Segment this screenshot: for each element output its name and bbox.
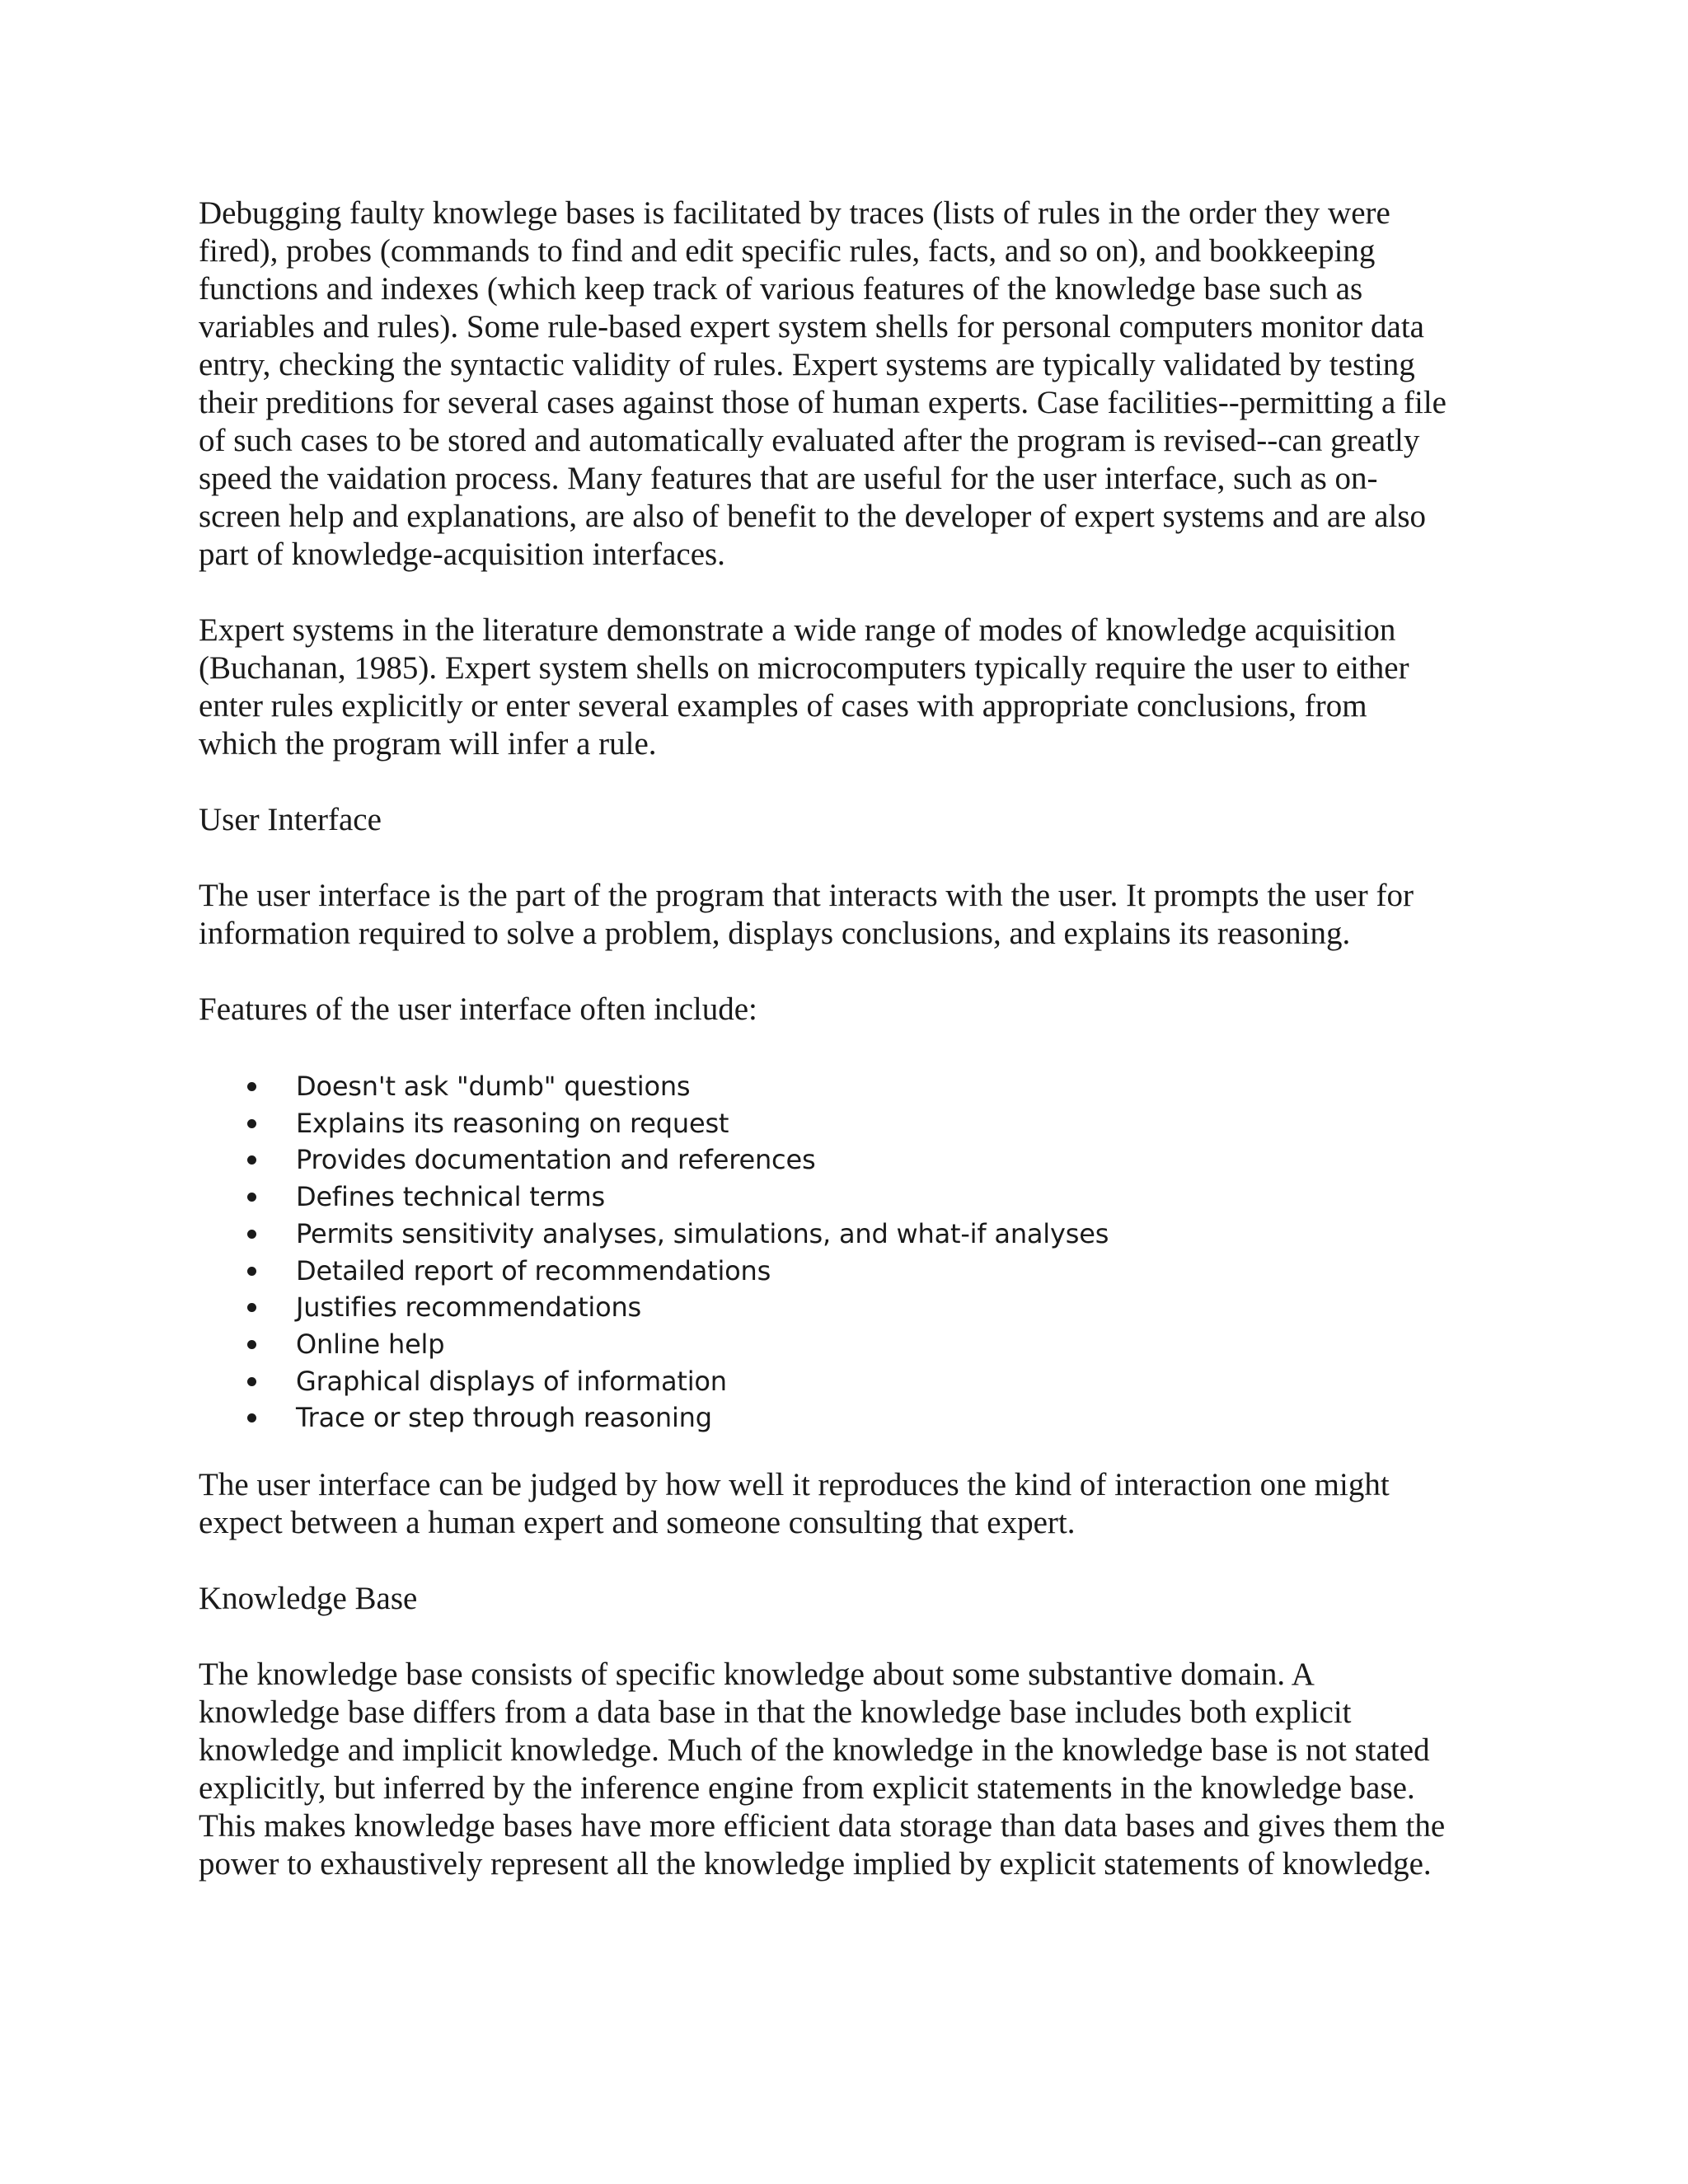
list-item-text: Provides documentation and references xyxy=(296,1144,816,1176)
bullet-icon xyxy=(247,1155,256,1165)
list-item xyxy=(199,1399,1109,1436)
bullet-icon xyxy=(247,1193,256,1202)
heading-user-interface: User Interface xyxy=(199,802,382,837)
list-item-text: Permits sensitivity analyses, simulations, and what-if analyses xyxy=(296,1217,1109,1249)
list-item xyxy=(199,1216,1109,1253)
bullet-icon xyxy=(247,1413,256,1422)
list-item-text: Detailed report of recommendations xyxy=(296,1254,771,1286)
list-item xyxy=(199,1289,1109,1326)
paragraph-features-intro: Features of the user interface often include: xyxy=(199,991,757,1027)
list-item-text: Graphical displays of information xyxy=(296,1365,727,1397)
list-item xyxy=(199,1326,1109,1363)
bullet-icon xyxy=(247,1082,256,1091)
list-item-text: Doesn't ask "dumb" questions xyxy=(296,1071,691,1102)
list-item xyxy=(199,1105,1109,1142)
list-item xyxy=(199,1068,1109,1105)
list-item-text: Defines technical terms xyxy=(296,1181,605,1213)
bullet-icon xyxy=(247,1340,256,1349)
bullet-icon xyxy=(247,1377,256,1386)
bullet-icon xyxy=(247,1119,256,1128)
paragraph-user-interface-definition: The user interface is the part of the program that interacts with the user. It prompts the user for information required to solve a problem, displays conclusions, and explains its reasoning. xyxy=(199,878,1414,951)
list-item-text: Online help xyxy=(296,1328,445,1360)
list-item-text: Trace or step through reasoning xyxy=(296,1402,712,1434)
paragraph-knowledge-base: The knowledge base consists of specific knowledge about some substantive domain. A knowledge base differs from a data base in that the knowledge base includes both explicit knowledge and implicit knowledge. Much of the knowledge in the knowledge base is not stated explicitly, but inferred by the inference engine from explicit statements in the knowledge base. This makes knowledge bases have more efficient data storage than data bases and gives them the power to exhaustively represent all the knowledge implied by explicit statements of knowledge. xyxy=(199,1657,1446,1882)
bullet-icon xyxy=(247,1267,256,1276)
list-item xyxy=(199,1179,1109,1216)
list-item-text: Explains its reasoning on request xyxy=(296,1107,729,1139)
list-item xyxy=(199,1363,1109,1400)
list-item xyxy=(199,1253,1109,1290)
list-item-text: Justifies recommendations xyxy=(296,1291,642,1324)
paragraph-debugging: Debugging faulty knowlege bases is facilitated by traces (lists of rules in the order they were fired), probes (commands to find and edit specific rules, facts, and so on), and bookkeeping functions and indexes (which keep track of various features of the knowledge base such as variables and rules). Some rule-based expert system shells for personal computers monitor data entry, checking the syntactic validity of rules. Expert systems are typically validated by testing their preditions for several cases against those of human experts. Case facilities--permitting a file of such cases to be stored and automatically evaluated after the program is revised--can greatly speed the vaidation process. Many features that are useful for the user interface, such as on- screen help and explanations, are also of benefit to the developer of expert systems and are also part of knowledge-acquisition interfaces. xyxy=(199,195,1447,572)
heading-knowledge-base: Knowledge Base xyxy=(199,1581,418,1616)
paragraph-user-interface-judged: The user interface can be judged by how well it reproduces the kind of interaction one might expect between a human expert and someone consulting that expert. xyxy=(199,1467,1390,1540)
list-item xyxy=(199,1141,1109,1179)
bullet-icon xyxy=(247,1230,256,1239)
paragraph-knowledge-acquisition: Expert systems in the literature demonstrate a wide range of modes of knowledge acquisition (Buchanan, 1985). Expert system shells on microcomputers typically require the user to either enter rules explicitly or enter several examples of cases with appropriate conclusions, from which the program will infer a rule. xyxy=(199,612,1409,762)
features-list xyxy=(199,1068,1109,1436)
bullet-icon xyxy=(247,1303,256,1312)
